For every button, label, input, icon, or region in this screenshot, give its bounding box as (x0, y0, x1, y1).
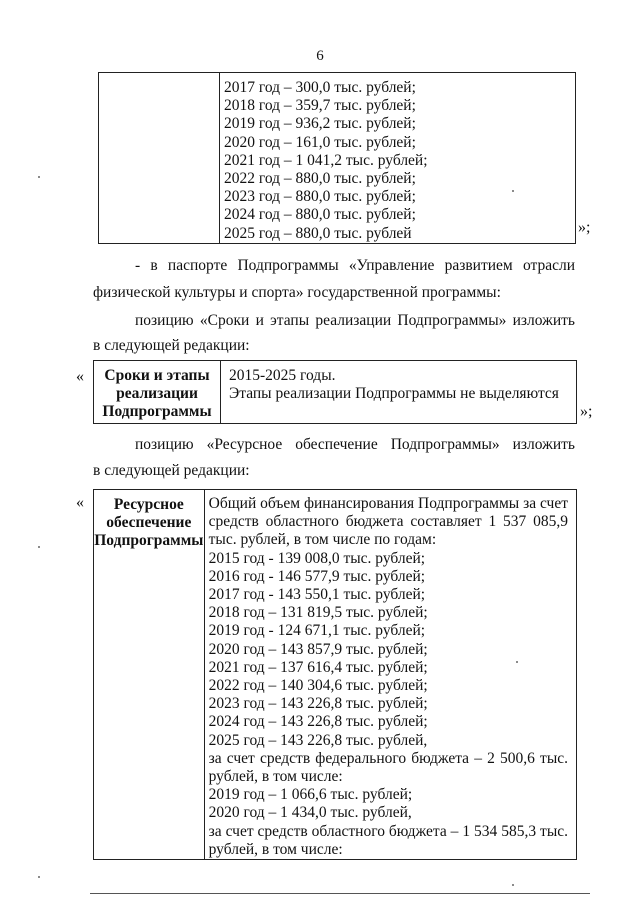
value-line: Этапы реализации Подпрограммы не выделяются (229, 385, 559, 403)
closing-quote: »; (578, 219, 591, 236)
year-line: 2024 год – 880,0 тыс. рублей; (224, 206, 416, 224)
year-line: 2018 год – 131 819,5 тыс. рублей; (208, 604, 428, 622)
year-line: 2019 год – 1 066,6 тыс. рублей; (208, 786, 413, 804)
paragraph-line: позицию «Ресурсное обеспечение Подпрограммы» изложить (135, 436, 575, 453)
year-line: 2025 год – 143 226,8 тыс. рублей, (208, 731, 428, 749)
opening-quote: « (76, 494, 84, 511)
year-line: 2020 год – 1 434,0 тыс. рублей, (208, 804, 412, 822)
regional-budget-line: за счет средств областного бюджета – 1 534 585,3 тыс. (208, 822, 568, 840)
year-line: 2016 год - 146 577,9 тыс. рублей; (208, 567, 426, 585)
year-line: 2020 год – 161,0 тыс. рублей; (224, 133, 416, 151)
label-line: Ресурсное (113, 496, 184, 513)
year-line: 2023 год – 143 226,8 тыс. рублей; (208, 695, 428, 713)
scan-speck (38, 546, 40, 548)
year-line: 2021 год – 1 041,2 тыс. рублей; (224, 151, 428, 169)
year-line: 2017 год – 300,0 тыс. рублей; (224, 79, 416, 96)
resource-provision-table (93, 489, 577, 860)
value-line: средств областного бюджета составляет 1 537 085,9 (208, 513, 568, 531)
closing-quote: »; (580, 403, 593, 420)
value-line: рублей, в том числе: (208, 768, 343, 786)
label-line: реализации (116, 385, 198, 403)
year-line: 2015 год - 139 008,0 тыс. рублей; (208, 549, 426, 567)
year-line: 2018 год – 359,7 тыс. рублей; (224, 97, 416, 115)
paragraph-line: в следующей редакции: (93, 462, 250, 479)
label-line: Подпрограммы (102, 403, 212, 421)
label-line: Сроки и этапы (104, 367, 210, 384)
scan-speck (516, 661, 518, 663)
value-line: тыс. рублей, в том числе по годам: (208, 531, 437, 549)
year-line: 2022 год – 140 304,6 тыс. рублей; (208, 677, 428, 695)
year-line: 2023 год – 880,0 тыс. рублей; (224, 188, 416, 206)
scan-speck (38, 176, 40, 178)
paragraph-line: физической культуры и спорта» государственной программы: (93, 284, 501, 301)
paragraph-line: позицию «Сроки и этапы реализации Подпрограммы» изложить (135, 312, 575, 329)
resource-provision-value (204, 490, 576, 860)
page-number: 6 (316, 48, 324, 64)
value-line: Общий объем финансирования Подпрограммы за счет (208, 495, 568, 512)
label-line: обеспечение (106, 514, 192, 532)
scan-speck (512, 884, 514, 886)
label-line: Подпрограммы (94, 532, 204, 550)
empty-label-cell (99, 73, 220, 244)
year-line: 2022 год – 880,0 тыс. рублей; (224, 170, 416, 188)
year-line: 2020 год – 143 857,9 тыс. рублей; (208, 640, 428, 658)
value-line: рублей, в том числе: (208, 840, 343, 858)
financing-continuation-table (98, 72, 576, 244)
terms-stages-table (93, 360, 577, 424)
year-line: 2025 год – 880,0 тыс. рублей (224, 224, 412, 242)
value-line: 2015-2025 годы. (229, 367, 336, 384)
resource-provision-label (94, 490, 205, 860)
paragraph-line: - в паспорте Подпрограммы «Управление развитием отрасли (135, 257, 575, 274)
year-line: 2024 год – 143 226,8 тыс. рублей; (208, 713, 428, 731)
scan-speck (38, 876, 40, 878)
paragraph-line: в следующей редакции: (93, 337, 250, 354)
bottom-rule (90, 893, 590, 894)
scan-speck (512, 190, 514, 192)
federal-budget-line: за счет средств федерального бюджета – 2 500,6 тыс. (208, 749, 568, 767)
year-line: 2019 год – 936,2 тыс. рублей; (224, 115, 416, 133)
year-line: 2017 год - 143 550,1 тыс. рублей; (208, 586, 426, 604)
financing-years-cell (220, 73, 576, 244)
terms-stages-value (221, 361, 577, 424)
terms-stages-label (94, 361, 221, 424)
year-line: 2019 год - 124 671,1 тыс. рублей; (208, 622, 426, 640)
year-line: 2021 год – 137 616,4 тыс. рублей; (208, 658, 428, 676)
opening-quote: « (76, 368, 84, 385)
